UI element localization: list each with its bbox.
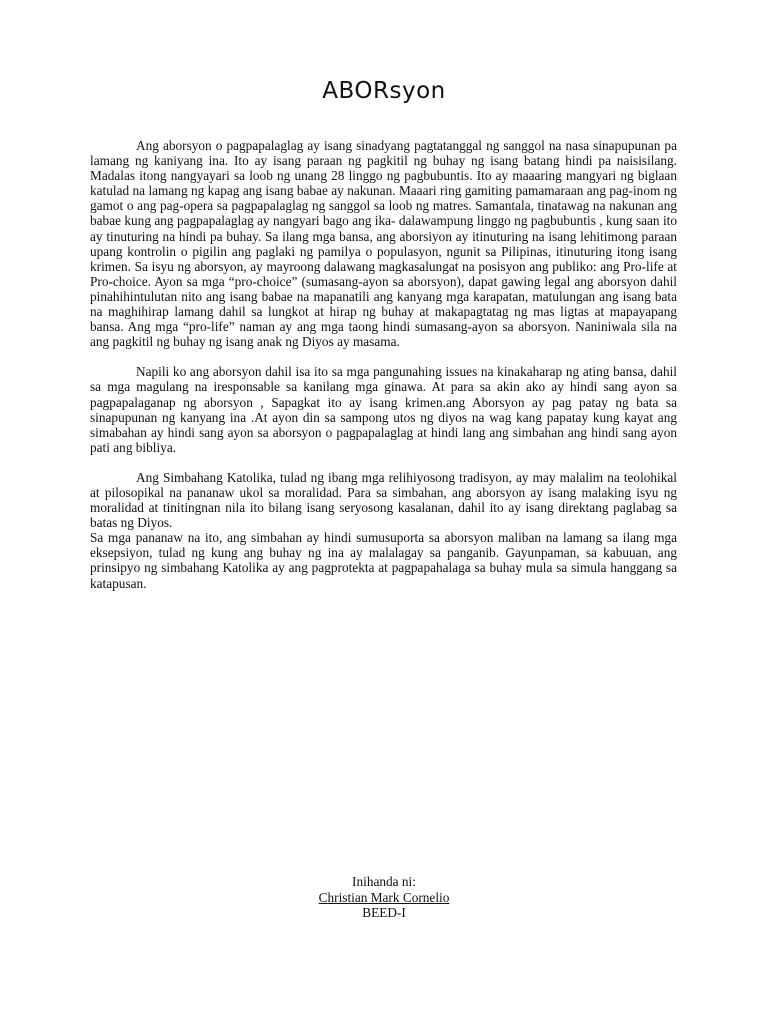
signature-block [0,874,768,921]
document-body [90,138,677,591]
paragraph-gap [90,455,677,470]
prepared-by-label: Inihanda ni: [352,874,416,889]
author-name: Christian Mark Cornelio [318,889,450,905]
paragraph-church: Ang Simbahang Katolika, tulad ng ibang mga relihiyosong tradisyon, ay may malalim na teolohikal at pilosopikal na pananaw ukol sa moralidad. Para sa simbahan, ang aborsyon ay isang malaking isyu ng moralidad at tinitingnan nila ito bilang isang seryosong kasalanan, dahil ito ay isang direktang paglabag sa batas ng Diyos. [90,469,677,531]
paragraph-conclusion: Sa mga pananaw na ito, ang simbahan ay hindi sumusuporta sa aborsyon maliban na lamang sa ilang mga eksepsiyon, tulad ng kung ang buhay ng ina ay malalagay sa panganib. Gayunpaman, sa kabuuan, ang prinsipyo ng simbahang Katolika ay ang pagprotekta at pagpapahalaga sa buhay mula sa simula hanggang sa katapusan. [90,530,677,591]
author-course: BEED-I [362,905,406,920]
paragraph-gap [90,349,677,364]
paragraph-opinion: Napili ko ang aborsyon dahil isa ito sa mga pangunahing issues na kinakaharap ng ating bansa, dahil sa mga magulang na iresponsable sa kanilang mga ginawa. At para sa akin ako ay hindi sang ayon sa pagpapalaganap ng aborsyon , Sapagkat ito ay isang krimen.ang Aborsyon ay pag patay ng bata sa sinapupunan ng kanyang ina .At ayon din sa sampong utos ng diyos na wag kang papatay kung kayat ang simabahan ay hindi sang ayon sa aborsyon o pagpapalaglag at hindi lang ang simbahan ang hindi sang ayon pati ang bibliya. [90,364,677,455]
paragraph-intro: Ang aborsyon o pagpapalaglag ay isang sinadyang pagtatanggal ng sanggol na nasa sinapupunan pa lamang ng kaniyang ina. Ito ay isang paraan ng pagkitil ng buhay ng isang batang hindi pa naisisilang. Madalas itong nangyayari sa loob ng unang 28 linggo ng pagbubuntis. Ito ay maaaring mangyari ng biglaan katulad na lamang ng kapag ang isang babae ay nakunan. Maaari ring gamiting pamamaraan ang pag-inom ng gamot o ang pag-opera sa pagpapalaglag ng sanggol sa loob ng matres. Samantala, tinatawag na nakunan ang babae kung ang pagpapalaglag ay nangyari bago ang ika- dalawampung linggo ng pagbubuntis , kung saan ito ay tinuturing na hindi pa buhay. Sa ilang mga bansa, ang aborsiyon ay itinuturing na isang lehitimong paraan upang kontrolin o pigilin ang paglaki ng pamilya o populasyon, ngunit sa Pilipinas, itinuturing itong isang krimen. Sa isyu ng aborsyon, ay mayroong dalawang magkasalungat na posisyon ang publiko: ang Pro-life at Pro-choice. Ayon sa mga “pro-choice” (sumasang-ayon sa aborsyon), dapat gawing legal ang aborsyon dahil pinahihintulutan nito ang isang babae na mapanatili ang kanyang mga karapatan, matulungan ang isang bata na maghihirap lamang dahil sa lungkot at hirap ng buhay at makapagtatag ng mas ligtas at mapayapang bansa. Ang mga “pro-life” naman ay ang mga taong hindi sumasang-ayon sa aborsyon. Naniniwala sila na ang pagkitil ng buhay ng isang anak ng Diyos ay masama. [90,138,677,350]
document-title: ABORsyon [322,78,446,104]
